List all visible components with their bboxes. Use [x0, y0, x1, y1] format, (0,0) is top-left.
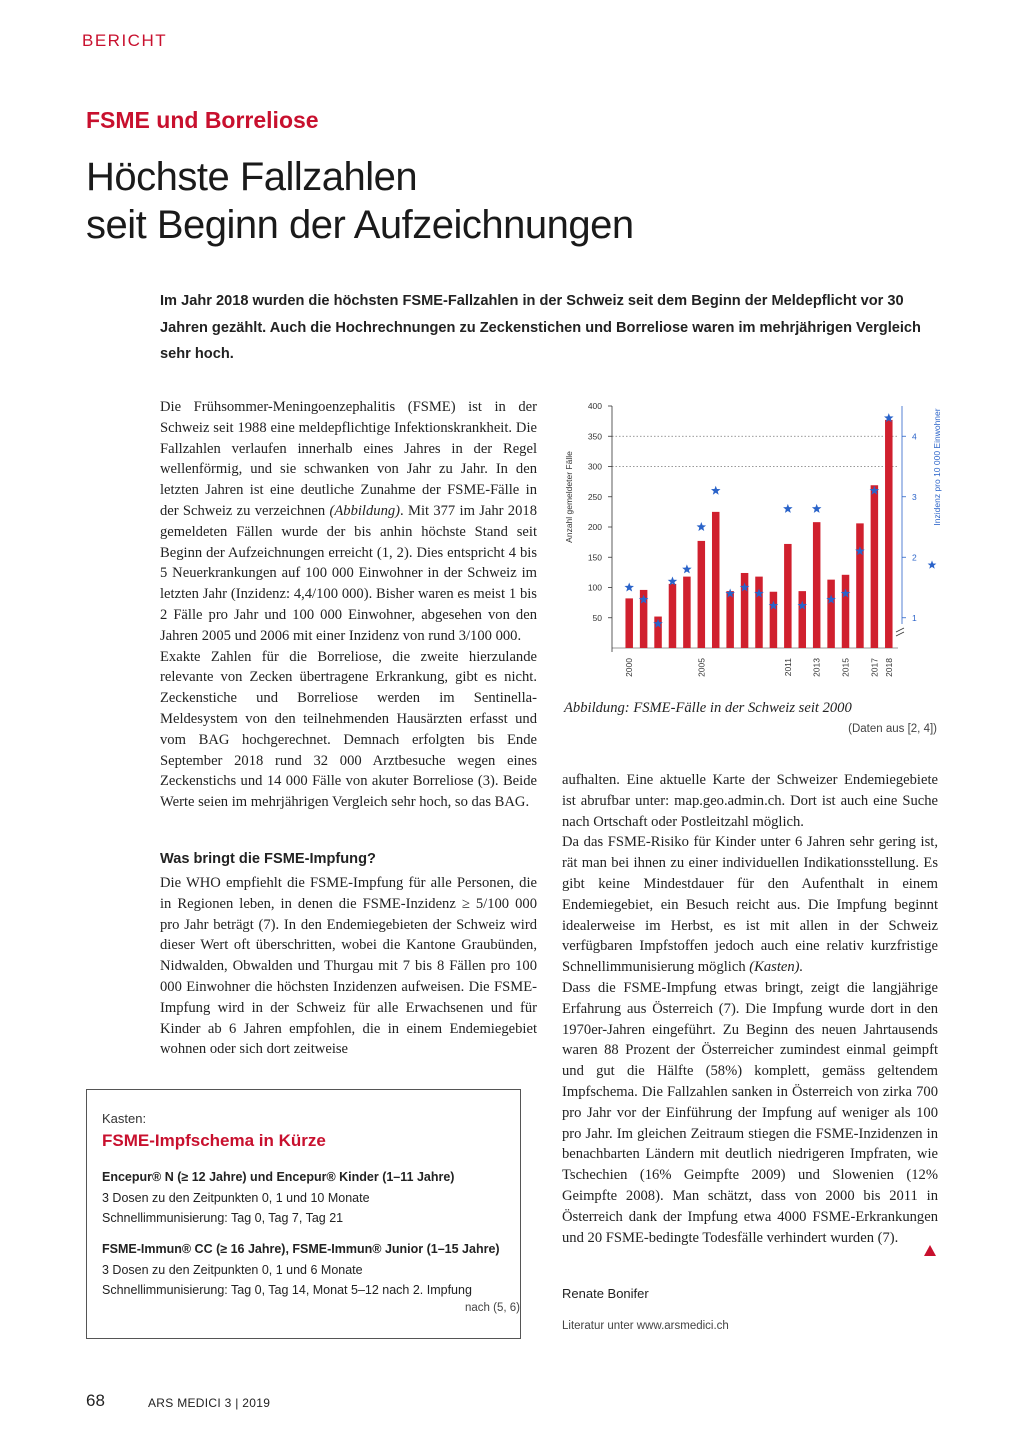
- article-title: [86, 153, 634, 249]
- author: Renate Bonifer: [562, 1286, 649, 1301]
- axis-break-mark: [896, 628, 904, 636]
- fsme-immun-heading: FSME-Immun® CC (≥ 16 Jahre), FSME-Immun® Junior (1–15 Jahre): [102, 1242, 500, 1256]
- figure-reference: (Abbildung): [329, 502, 401, 519]
- y-tick-label-left: 150: [587, 552, 602, 563]
- left-column-top: [160, 397, 537, 813]
- x-tick-label-2015: 2015: [840, 658, 851, 677]
- figure-source: (Daten aus [2, 4]): [848, 723, 937, 735]
- literature-note: Literatur unter www.arsmedici.ch: [562, 1320, 729, 1332]
- page-number: 68: [86, 1391, 105, 1410]
- info-box-title: FSME-Impfschema in Kürze: [102, 1131, 326, 1150]
- x-tick-label-2017: 2017: [869, 658, 880, 677]
- y-axis-title-left: Anzahl gemeldeter Fälle: [564, 451, 574, 543]
- fsme-cases-chart: [560, 398, 944, 688]
- paragraph-oesterreich: Dass die FSME-Impfung etwas bringt, zeigt die langjährige Erfahrung aus Österreich (7). Die Impfung wurde dort in den 1970er-Jahren eingeführt. Zu Beginn des neuen Jahrtausends waren 88 Prozent der Österreicher zumindest einmal geimpft und gut die Hälfte (58%) komplett, gemäss geltendem Impfschema. Die Fallzahlen sanken in Österreich von zirka 700 pro Jahr vor der Einführung der Impfung auf weniger als 100 pro Jahr. Im gleichen Zeitraum stiegen die FSME-Inzidenzen in benachbarten Ländern mit deutlich niedrigeren Impfraten, wie Tschechien (16% Geimpfte 2009) und Slowenien (12% Geimpfte 2008). Man schätzt, dass von 2000 bis 2011 in Österreich dank der Impfung etwa 4000 FSME-Erkrankungen und 20 FSME-bedingte Todesfälle verhindert wurden (7).: [562, 979, 938, 1246]
- y-tick-label-right: 2: [912, 552, 917, 563]
- bar-2004: [683, 577, 690, 648]
- bar-2017: [871, 485, 878, 648]
- paragraph-borreliose: Exakte Zahlen für die Borreliose, die zweite hierzulande relevante von Zecken übertragene Erkrankung, gibt es nicht. Zeckenstiche und Borreliose werden im Sentinella-Meldesystem von den teilnehmenden Hausärzten erfasst und vom BAG hochgerechnet. Demnach erfolgten bis Ende September 2018 rund 32 000 Arztbesuche wegen eines Zeckenstichs und 14 000 Fälle von akuter Borreliose (3). Beide Werte seien im mehrjährigen Vergleich sehr hoch, so das BAG.: [160, 648, 537, 811]
- chart-gridlines: [612, 436, 898, 466]
- paragraph-kinder: Da das FSME-Risiko für Kinder unter 6 Jahren sehr gering ist, rät man bei ihnen zu einer individuellen Indikationsstellung. Es gibt keine Mindestdauer für den Aufenthalt in einem Endemiegebiet, ein Besuch reicht aus. Die Impfung beginnt idealerweise im Herbst, es ist mit allen in der Schweiz verfügbaren Impfstoffen jedoch auch eine relativ kurzfristige Schnellimmunisierung möglich (Kasten).: [562, 834, 938, 976]
- bar-2015: [842, 575, 849, 648]
- y-tick-label-left: 200: [587, 522, 602, 532]
- incidence-star-2005: [697, 522, 707, 531]
- incidence-star-2013: [812, 504, 822, 513]
- x-tick-label-2000: 2000: [624, 658, 635, 677]
- fsme-immun-rapid: Schnellimmunisierung: Tag 0, Tag 14, Monat 5–12 nach 2. Impfung: [102, 1283, 472, 1297]
- y-tick-label-left: 300: [587, 461, 602, 472]
- bar-2005: [698, 541, 705, 648]
- bar-2000: [625, 598, 632, 648]
- x-tick-label-2005: 2005: [696, 658, 707, 677]
- incidence-star-2011: [783, 504, 793, 513]
- chart-bars: [625, 420, 892, 648]
- y-tick-label-left: 100: [587, 582, 602, 593]
- y-tick-label-right: 1: [912, 612, 917, 623]
- incidence-star-2006: [711, 486, 721, 495]
- bar-2007: [726, 591, 733, 648]
- end-of-article-triangle-icon: [924, 1245, 936, 1256]
- info-box-fsme-immun: [102, 1239, 512, 1301]
- y-tick-label-left: 400: [587, 401, 602, 411]
- y-tick-label-right: 3: [912, 491, 917, 502]
- bar-2018: [885, 420, 892, 648]
- incidence-star-2004: [682, 564, 692, 573]
- article-kicker: FSME und Borreliose: [86, 107, 319, 133]
- x-tick-label-2018: 2018: [883, 658, 894, 677]
- fsme-immun-schedule: 3 Dosen zu den Zeitpunkten 0, 1 und 6 Monate: [102, 1262, 363, 1277]
- section-label: BERICHT: [82, 31, 168, 50]
- bar-2014: [827, 580, 834, 648]
- article-title-line-2: seit Beginn der Aufzeichnungen: [86, 203, 634, 247]
- figure-caption: Abbildung: FSME-Fälle in der Schweiz seit 2000: [564, 700, 852, 716]
- paragraph-endemiekarte: aufhalten. Eine aktuelle Karte der Schweizer Endemiegebiete ist abrufbar unter: map.geo.admin.ch. Dort ist auch eine Suche nach Ortschaft oder Postleitzahl möglich.: [562, 772, 938, 830]
- incidence-star-2000: [624, 583, 634, 592]
- bar-2010: [770, 592, 777, 648]
- bar-2009: [755, 577, 762, 648]
- left-column-bottom: [160, 873, 537, 1060]
- bar-2016: [856, 523, 863, 648]
- info-box-kicker: Kasten:: [102, 1111, 147, 1126]
- info-box-reference: nach (5, 6): [465, 1302, 520, 1314]
- article-lead: Im Jahr 2018 wurden die höchsten FSME-Fallzahlen in der Schweiz seit dem Beginn der Meldepflicht vor 30 Jahren gezählt. Auch die Hochrechnungen zu Zeckenstichen und Borreliose waren im mehrjährigen Vergleich sehr hoch.: [160, 293, 921, 362]
- x-tick-label-2013: 2013: [811, 658, 822, 677]
- bar-2006: [712, 512, 719, 648]
- y-tick-label-right: 4: [912, 431, 917, 442]
- journal-issue: ARS MEDICI 3 | 2019: [148, 1396, 271, 1410]
- x-tick-label-2011: 2011: [782, 658, 793, 677]
- encepur-rapid: Schnellimmunisierung: Tag 0, Tag 7, Tag 21: [102, 1211, 344, 1225]
- encepur-schedule: 3 Dosen zu den Zeitpunkten 0, 1 und 10 Monate: [102, 1190, 370, 1205]
- y-tick-label-left: 350: [587, 431, 602, 442]
- y-axis-title-right: Inzidenz pro 10 000 Einwohner: [932, 408, 942, 526]
- bar-2003: [669, 584, 676, 648]
- encepur-heading: Encepur® N (≥ 12 Jahre) und Encepur® Kinder (1–11 Jahre): [102, 1170, 455, 1184]
- y-tick-label-left: 50: [592, 612, 602, 623]
- box-reference: (Kasten).: [749, 959, 804, 976]
- subhead-impfung: Was bringt die FSME-Impfung?: [160, 851, 376, 867]
- paragraph-who: Die WHO empfiehlt die FSME-Impfung für alle Personen, die in Regionen leben, in denen die FSME-Inzidenz ≥ 5/100 000 pro Jahr beträgt (7). In den Endemiegebieten der Schweiz wird dieser Wert oft überschritten, wobei die Kantone Graubünden, Nidwalden, Obwalden und Thurgau mit 7 bis 8 Fällen pro 100 000 Einwohner die höchsten Inzidenzen aufweisen. Die FSME-Impfung wird in der Schweiz für alle Erwachsenen und für Kinder ab 6 Jahren empfohlen, die in einem Endemiegebiet wohnen oder sich dort zeitweise: [160, 875, 537, 1058]
- legend-star-icon: [928, 560, 937, 568]
- right-column: [562, 770, 938, 1248]
- info-box-encepur: [102, 1167, 512, 1229]
- y-tick-label-left: 250: [587, 491, 602, 502]
- bar-2011: [784, 544, 791, 648]
- bar-2012: [799, 591, 806, 648]
- paragraph-fsme-intro: Die Frühsommer-Meningoenzephalitis (FSME) ist in der Schweiz seit 1988 eine meldepflichtige Infektionskrankheit. Die Fallzahlen verlaufen innerhalb eines Jahres in der Regel wellenförmig, und sie schwanken von Jahr zu Jahr. In den letzten Jahren ist eine deutliche Zunahme der FSME-Fälle in der Schweiz zu verzeichnen (Abbildung). Mit 377 im Jahr 2018 gemeldeten Fällen wurde der bis anhin höchste Stand seit Beginn der Aufzeichnungen erreicht (1, 2). Dies entspricht 4 bis 5 Neuerkrankungen auf 100 000 Einwohner in der Schweiz im letzten Jahr (Inzidenz: 4,4/100 000). Bisher waren es meist 1 bis 2 Fälle pro Jahr und 100 000 Einwohner, abgesehen von den Jahren 2005 und 2006 mit einer Inzidenz von rund 3/100 000.: [160, 399, 537, 644]
- article-title-line-1: Höchste Fallzahlen: [86, 155, 418, 199]
- bar-2013: [813, 522, 820, 648]
